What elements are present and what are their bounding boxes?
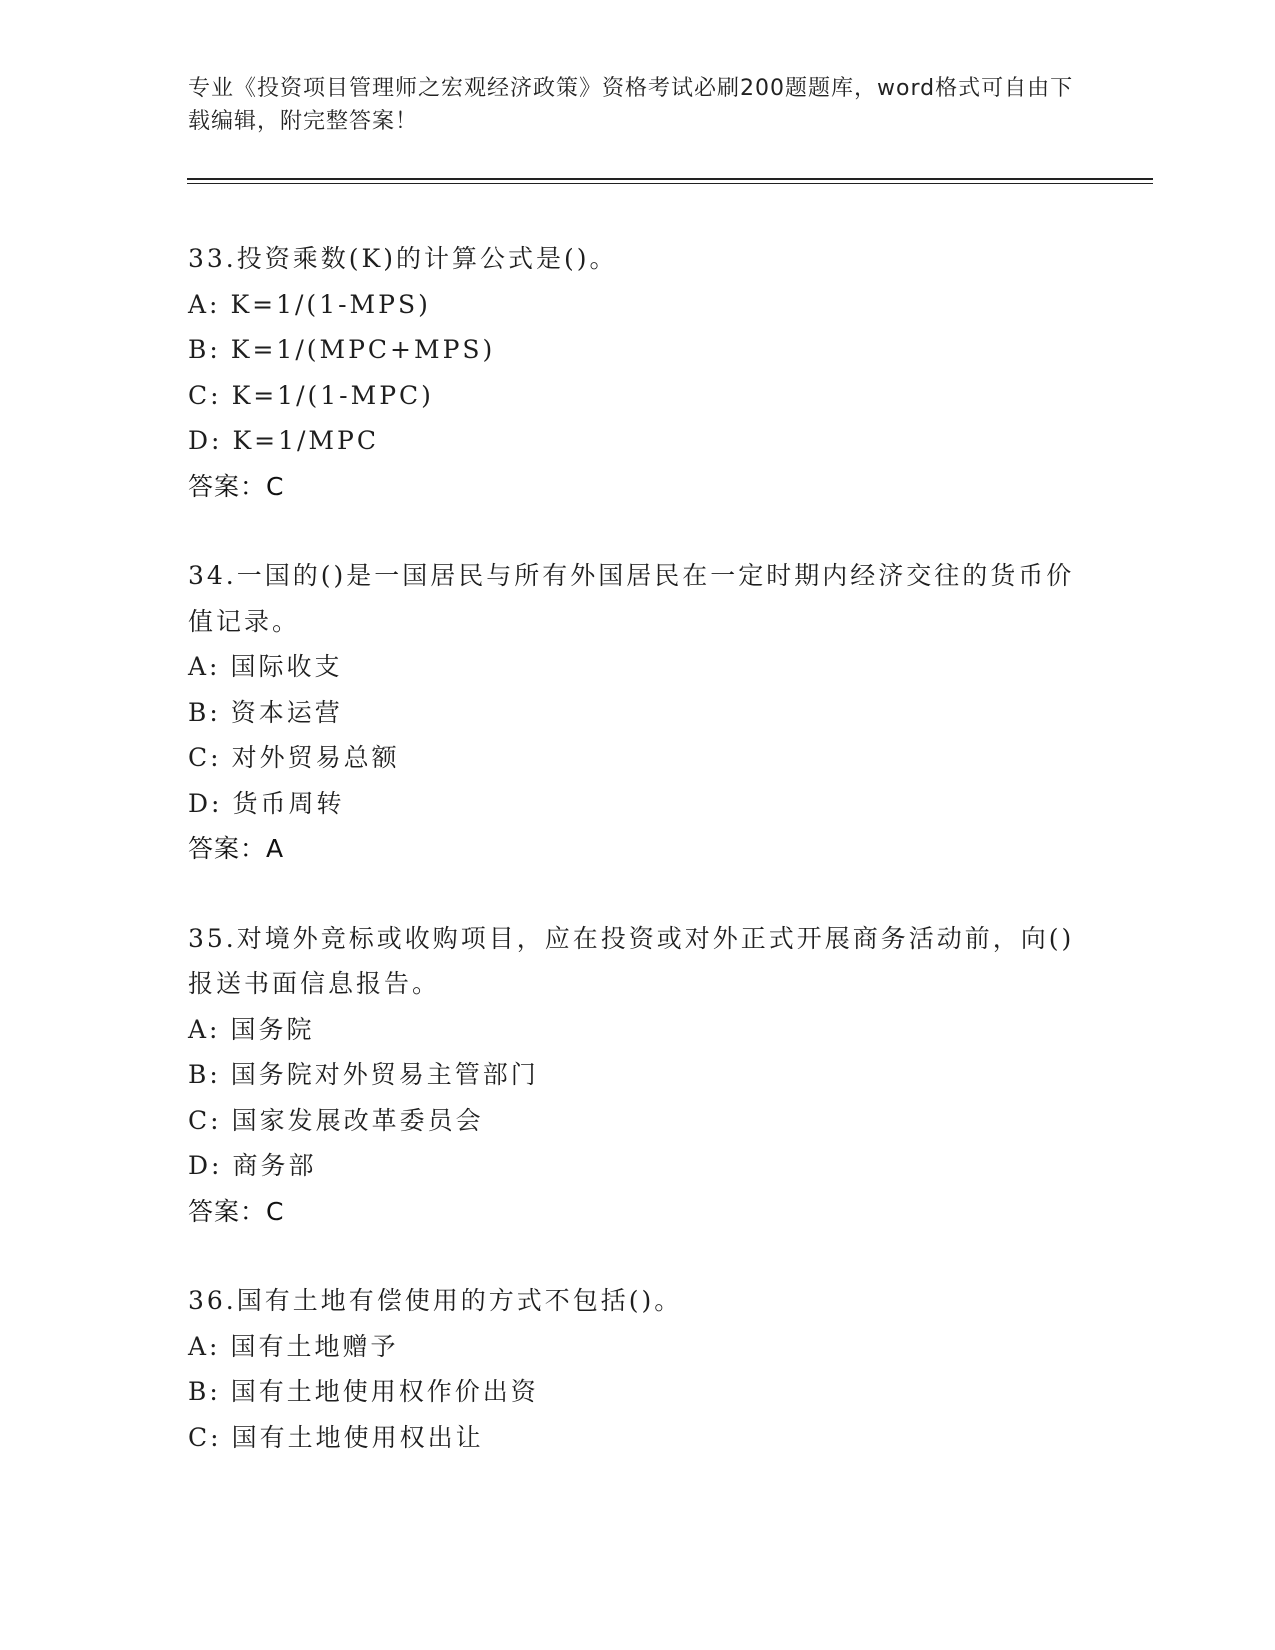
answer-option [188, 1007, 1088, 1053]
answer-option [188, 690, 1088, 736]
option-label: B: [188, 1377, 221, 1406]
option-label: C: [188, 380, 222, 410]
header-divider [187, 178, 1153, 180]
answer-option [188, 781, 1088, 827]
question-block [188, 916, 1088, 1235]
answer-option [188, 1324, 1088, 1370]
answer-option [188, 373, 1088, 419]
answer-option [188, 644, 1088, 690]
question-list [188, 236, 1088, 1504]
answer-option [188, 1098, 1088, 1144]
question-block [188, 236, 1088, 509]
answer-option [188, 1143, 1088, 1189]
option-text: 国有土地使用权作价出资 [230, 1377, 539, 1406]
option-label: B: [188, 1060, 221, 1089]
option-text: 商务部 [232, 1151, 317, 1180]
answer-key: 答案：C [188, 1196, 285, 1226]
question-stem: 35.对境外竞标或收购项目，应在投资或对外正式开展商务活动前，向()报送书面信息报告。 [188, 923, 1075, 998]
option-label: B: [188, 335, 221, 364]
option-text: 国有土地使用权出让 [231, 1422, 484, 1452]
option-text: 国际收支 [230, 652, 343, 681]
option-text: 货币周转 [232, 788, 345, 818]
option-text: 国务院对外贸易主管部门 [230, 1060, 539, 1089]
option-text: K=1/(MPC+MPS) [230, 335, 496, 364]
option-label: D: [188, 1151, 223, 1180]
answer-option [188, 1052, 1088, 1098]
option-label: A: [188, 652, 221, 681]
answer-option [188, 735, 1088, 781]
option-text: K=1/(1-MPS) [230, 289, 431, 319]
answer-option [188, 1369, 1088, 1415]
answer-option [188, 418, 1088, 464]
option-text: 国家发展改革委员会 [231, 1105, 484, 1135]
option-label: A: [188, 289, 221, 319]
option-text: K=1/(1-MPC) [231, 380, 434, 410]
option-text: K=1/MPC [232, 426, 379, 455]
document-header: 专业《投资项目管理师之宏观经济政策》资格考试必刷200题题库，word格式可自由下载编辑，附完整答案！ [188, 76, 1074, 134]
answer-key: 答案：A [188, 834, 285, 863]
option-label: D: [188, 426, 223, 455]
option-label: C: [188, 1105, 222, 1135]
option-label: B: [188, 697, 221, 727]
question-stem: 34.一国的()是一国居民与所有外国居民在一定时期内经济交往的货币价值记录。 [188, 561, 1075, 636]
option-label: A: [188, 1014, 221, 1044]
option-label: D: [188, 788, 223, 818]
option-label: A: [188, 1331, 221, 1361]
question-block [188, 1278, 1088, 1460]
answer-option [188, 327, 1088, 373]
question-block [188, 553, 1088, 872]
option-text: 国务院 [230, 1014, 315, 1044]
option-text: 国有土地赠予 [230, 1331, 399, 1361]
header-divider-thin [187, 183, 1153, 184]
question-stem: 33.投资乘数(K)的计算公式是()。 [188, 244, 618, 273]
option-label: C: [188, 1422, 222, 1452]
answer-key: 答案：C [188, 471, 285, 501]
question-stem: 36.国有土地有偿使用的方式不包括()。 [188, 1286, 683, 1315]
option-text: 资本运营 [230, 697, 343, 727]
option-label: C: [188, 743, 222, 772]
answer-option [188, 282, 1088, 328]
answer-option [188, 1415, 1088, 1461]
option-text: 对外贸易总额 [231, 743, 400, 772]
